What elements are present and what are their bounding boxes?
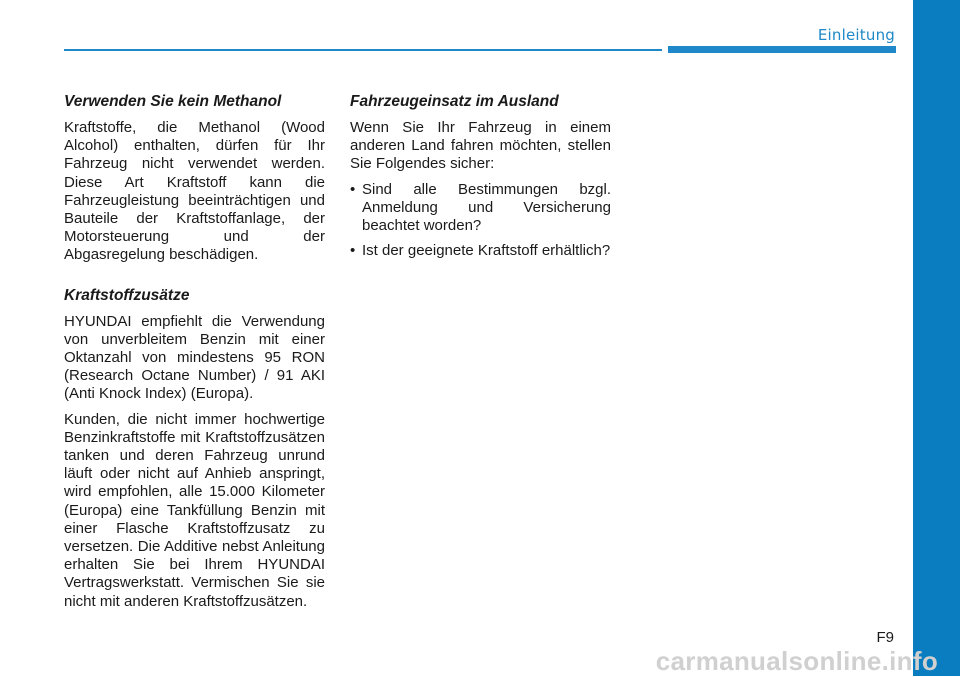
paragraph-additives-2: Kunden, die nicht immer hochwertige Benzinkraftstoffe mit Kraftstoffzusätzen tanken und deren Fahrzeug unrund läuft oder nicht auf Anhieb anspringt, wird empfohlen, alle 15.000 Kilometer (Europa) eine Tankfüllung Benzin mit einer Flasche Kraftstoffzusatz zu versetzen. Die Additive nebst Anleitung erhalten Sie bei Ihrem HYUNDAI Vertragswerkstatt. Vermischen Sie sie nicht mit anderen Kraftstoffzusätzen.	[64, 410, 325, 610]
section-title: Einleitung	[817, 26, 895, 44]
watermark: carmanualsonline.info	[655, 646, 938, 676]
header-rule	[64, 49, 662, 51]
left-column	[64, 92, 325, 618]
right-column	[350, 92, 611, 267]
heading-abroad: Fahrzeugeinsatz im Ausland	[350, 93, 559, 110]
list-item: • Ist der geeignete Kraftstoff erhältlich?	[350, 242, 611, 260]
header-rule-accent	[668, 46, 896, 53]
heading-methanol: Verwenden Sie kein Methanol	[64, 93, 282, 110]
side-tab-bar	[913, 0, 960, 676]
page-number: F9	[876, 629, 894, 646]
paragraph-additives-1: HYUNDAI empfiehlt die Verwendung von unverbleitem Benzin mit einer Oktanzahl von mindestens 95 RON (Research Octane Number) / 91 AKI (Anti Knock Index) (Europa).	[64, 312, 325, 403]
abroad-checklist	[350, 181, 611, 261]
heading-additives: Kraftstoffzusätze	[64, 286, 190, 304]
list-item: • Sind alle Bestimmungen bzgl. Anmeldung und Versicherung beachtet worden?	[350, 180, 611, 235]
paragraph-methanol: Kraftstoffe, die Methanol (Wood Alcohol) enthalten, dürfen für Ihr Fahrzeug nicht verwendet werden. Diese Art Kraftstoff kann die Fahrzeugleistung beeinträchtigen und Bauteile der Kraftstoffanlage, der Motorsteuerung und der Abgasregelung beschädigen.	[64, 119, 325, 264]
paragraph-abroad-intro: Wenn Sie Ihr Fahrzeug in einem anderen Land fahren möchten, stellen Sie Folgendes sicher:	[350, 119, 611, 173]
bullet-icon: •	[350, 242, 356, 260]
bullet-icon: •	[350, 180, 356, 198]
